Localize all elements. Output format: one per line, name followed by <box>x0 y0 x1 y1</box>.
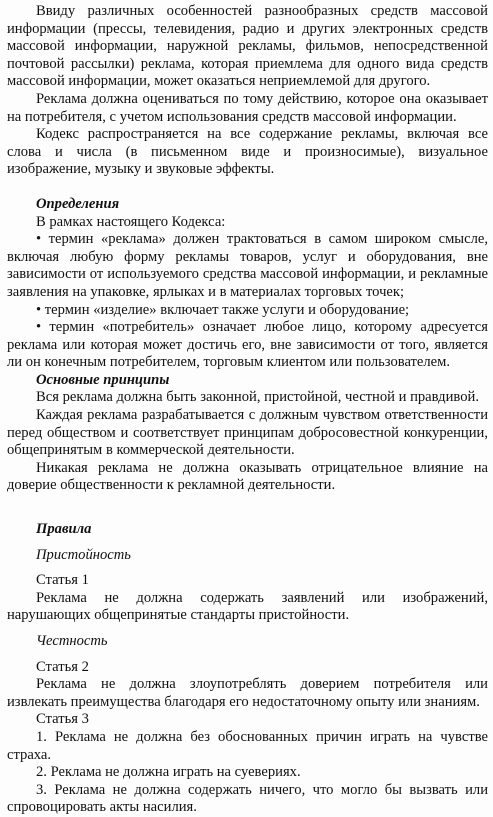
article-3-item: 2. Реклама не должна играть на суевериях. <box>36 764 301 781</box>
article-3-item: 3. Реклама не должна содержать ничего, что могло бы вызвать или спровоцировать акты насилия. <box>7 781 488 816</box>
definition-item: • термин «изделие» включает также услуги и оборудование; <box>36 301 410 318</box>
honesty-heading: Честность <box>36 633 108 649</box>
definition-item: • термин «реклама» должен трактоваться в самом широком смысле, включая любую форму рекламы товаров, услуг и оборудования, вне зависимости от используемого средства массовой информации, и рекламные заявления на упаковке, ярлыках и в материалах торговых точек; <box>7 231 488 300</box>
decency-heading: Пристойность <box>36 546 131 563</box>
principles-paragraph: Каждая реклама разрабатывается с должным чувством ответственности перед обществом и соответствует принципам добросовестной конкуренции, общепринятым в коммерческой деятельности. <box>7 407 488 459</box>
article-3-item: 1. Реклама не должна без обоснованных причин играть на чувстве страха. <box>7 728 488 763</box>
article-3-label: Статья 3 <box>36 711 89 728</box>
intro-paragraph-1: Ввиду различных особенностей разнообразных средств массовой информации (прессы, телевидения, радио и других электронных средств массовой информации, наружной рекламы, фильмов, непосредственной почтовой рассылки) реклама, которая приемлема для одного вида средств массовой информации, может оказаться неприемлемой для другого. <box>7 3 488 90</box>
definitions-heading: Определения <box>36 195 120 212</box>
definitions-lead: В рамках настоящего Кодекса: <box>36 213 226 230</box>
principles-paragraph: Вся реклама должна быть законной, пристойной, честной и правдивой. <box>36 389 479 406</box>
principles-paragraph: Никакая реклама не должна оказывать отрицательное влияние на доверие общественности к рекламной деятельности. <box>7 459 488 494</box>
article-2-text: Реклама не должна злоупотреблять доверием потребителя или извлекать преимущества благодаря его недостаточному опыту или знаниям. <box>7 676 488 710</box>
article-2-label: Статья 2 <box>36 658 89 675</box>
article-1-text: Реклама не должна содержать заявлений или изображений, нарушающих общепринятые стандарты пристойности. <box>7 589 488 624</box>
intro-paragraph-2: Реклама должна оцениваться по тому действию, которое она оказывает на потребителя, с учетом использования средств массовой информации. <box>7 90 488 125</box>
rules-heading: Правила <box>36 521 92 538</box>
definition-item: • термин «потребитель» означает любое лицо, которому адресуется реклама или которая может достичь его, вне зависимости от того, является ли он конечным потребителем, торговым клиентом или пользователем. <box>7 319 488 371</box>
intro-paragraph-3: Кодекс распространяется на все содержание рекламы, включая все слова и числа (в письменном виде и произносимые), визуальное изображение, музыку и звуковые эффекты. <box>7 126 488 178</box>
principles-heading: Основные принципы <box>36 371 170 388</box>
article-1-label: Статья 1 <box>36 572 89 589</box>
